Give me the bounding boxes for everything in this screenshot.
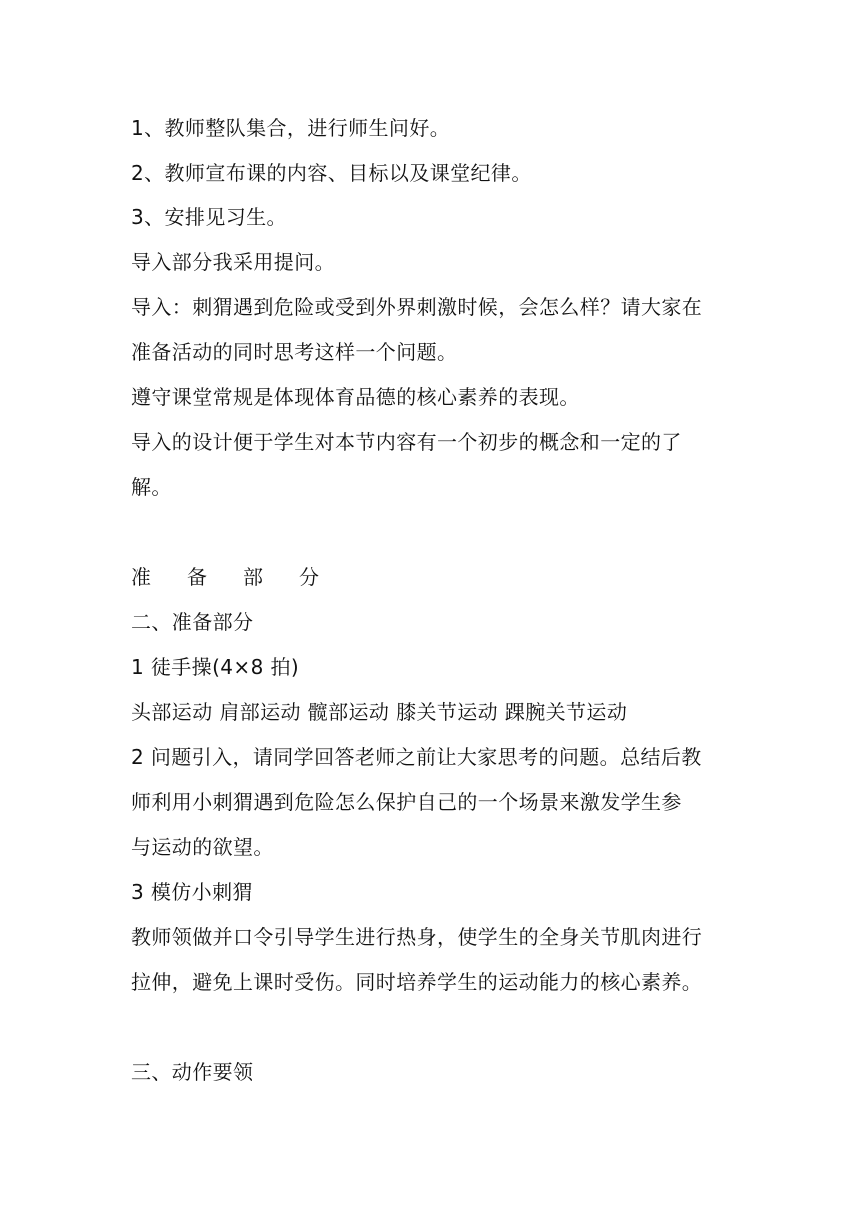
text-line: 与运动的欲望。: [131, 835, 274, 859]
heading-char: 部: [243, 565, 263, 589]
text-line: 解。: [131, 475, 172, 499]
text-line: 头部运动 肩部运动 髋部运动 膝关节运动 踝腕关节运动: [131, 700, 628, 724]
text-line: 1 徒手操(4×8 拍): [131, 655, 300, 679]
text-line: 2、教师宣布课的内容、目标以及课堂纪律。: [131, 161, 532, 185]
section-heading: 二、准备部分: [131, 610, 254, 634]
text-line: 准备活动的同时思考这样一个问题。: [131, 340, 458, 364]
text-line: 3、安排见习生。: [131, 205, 287, 229]
text-line: 导入的设计便于学生对本节内容有一个初步的概念和一定的了: [131, 430, 682, 454]
text-line: 遵守课堂常规是体现体育品德的核心素养的表现。: [131, 385, 580, 409]
text-line: 2 问题引入，请同学回答老师之前让大家思考的问题。总结后教: [131, 745, 702, 769]
heading-char: 准: [131, 565, 151, 589]
text-line: 导入：刺猬遇到危险或受到外界刺激时候，会怎么样？请大家在: [131, 295, 703, 319]
text-line: 拉伸，避免上课时受伤。同时培养学生的运动能力的核心素养。: [131, 970, 703, 994]
text-line: 师利用小刺猬遇到危险怎么保护自己的一个场景来激发学生参: [131, 790, 682, 814]
text-line: 教师领做并口令引导学生进行热身，使学生的全身关节肌肉进行: [131, 925, 703, 949]
heading-char: 备: [187, 565, 207, 589]
section-heading: 三、动作要领: [131, 1060, 254, 1084]
text-line: 1、教师整队集合，进行师生问好。: [131, 116, 451, 140]
heading-char: 分: [299, 565, 319, 589]
text-line: 3 模仿小刺猬: [131, 880, 253, 904]
text-line: 导入部分我采用提问。: [131, 250, 335, 274]
section-heading-spaced: [131, 563, 731, 591]
